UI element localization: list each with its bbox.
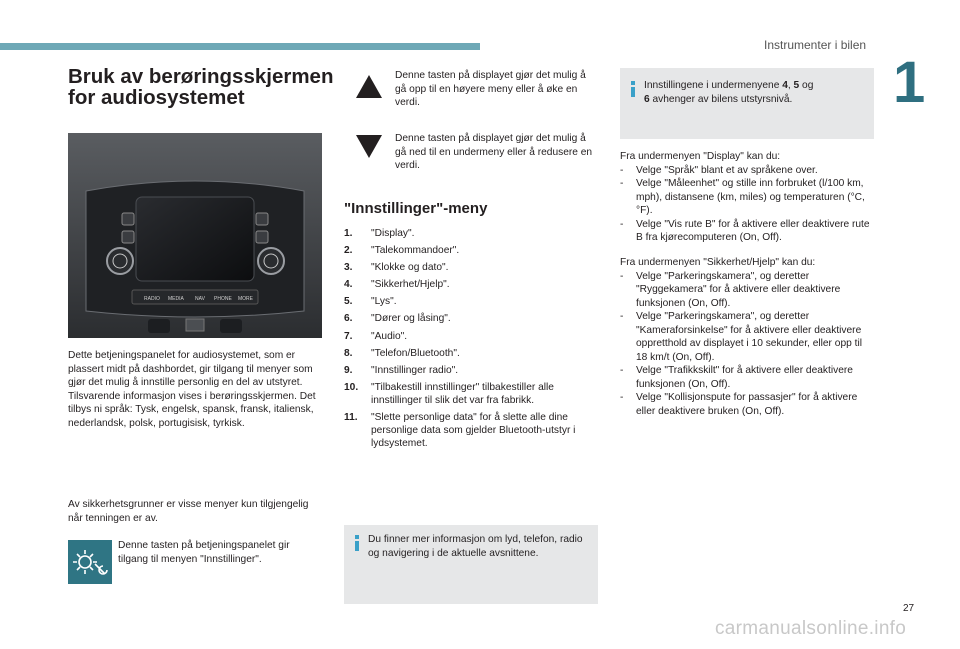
list-dash: - <box>620 218 624 230</box>
option-text: Velge "Måleenhet" og stille inn forbruket (l/100 km, mph), distansene (km, miles) og temperaturen (°C, °F). <box>636 178 865 216</box>
option-text: Velge "Språk" blant et av språkene over. <box>636 164 818 176</box>
menu-list-item <box>344 381 596 407</box>
up-key-description: Denne tasten på displayet gjør det mulig å gå opp til en høyere meny eller å øke en verdi. <box>395 70 586 108</box>
menu-list-item <box>344 295 596 308</box>
media-key-label: MEDIA <box>168 296 184 302</box>
radio-key-label: RADIO <box>144 296 160 302</box>
menu-item-number: 6. <box>344 313 353 325</box>
menu-item-number: 8. <box>344 347 353 359</box>
menu-item-text: "Dører og låsing". <box>371 313 451 325</box>
menu-list-item <box>344 411 596 450</box>
option-text: Velge "Trafikkskilt" for å aktivere eller deaktivere funksjonen (On, Off). <box>636 365 853 390</box>
menu-list-item <box>344 312 596 325</box>
menu-item-number: 2. <box>344 245 353 257</box>
menu-item-text: "Slette personlige data" for å slette alle dine personlige data som gjelder Bluetooth-utstyr i lydsystemet. <box>371 411 576 449</box>
menu-item-text: "Klokke og dato". <box>371 262 449 274</box>
menu-item-text: "Audio". <box>371 330 408 342</box>
menu-item-text: "Telefon/Bluetooth". <box>371 347 460 359</box>
menu-item-text: "Talekommandoer". <box>371 245 460 257</box>
menu-item-number: 10. <box>344 381 359 393</box>
info-icon <box>352 535 362 551</box>
menu-list-item <box>344 278 596 291</box>
list-dash: - <box>620 270 624 282</box>
menu-item-number: 11. <box>344 411 358 423</box>
safety-intro: Fra undermenyen "Sikkerhet/Hjelp" kan du: <box>620 257 816 268</box>
option-text: Velge "Parkeringskamera", og deretter "Kameraforsinkelse" for å aktivere eller deaktivere oppretthold av displayet i 10 sekunder, eller opp til 18 km/t (On, Off). <box>636 311 862 363</box>
option-text: Velge "Parkeringskamera", og deretter "Ryggekamera" for å aktivere eller deaktivere funksjonen (On, Off). <box>636 270 841 309</box>
safety-options-list <box>620 270 875 419</box>
display-intro: Fra undermenyen "Display" kan du: <box>620 151 781 162</box>
option-list-item <box>620 270 875 311</box>
phone-key-label: PHONE <box>214 296 232 302</box>
menu-list-item <box>344 364 596 377</box>
info-box-right <box>620 68 874 139</box>
settings-key-description: Denne tasten på betjeningspanelet gir tilgang til menyen "Innstillinger". <box>118 540 290 565</box>
intro-text <box>68 349 322 430</box>
safety-note: Av sikkerhetsgrunner er visse menyer kun tilgjengelig når tenningen er av. <box>68 499 309 524</box>
header-accent-bar <box>0 43 480 50</box>
option-text: Velge "Kollisjonspute for passasjer" for å aktivere eller deaktivere bruken (On, Off). <box>636 392 858 417</box>
menu-item-number: 4. <box>344 279 353 291</box>
more-key-label: MORE <box>238 296 253 302</box>
menu-item-text: "Tilbakestill innstillinger" tilbakestiller alle innstillinger til slik det var fra fabrikk. <box>371 381 554 406</box>
menu-item-text: "Sikkerhet/Hjelp". <box>371 279 450 291</box>
menu-item-text: "Display". <box>371 228 415 239</box>
menu-item-number: 1. <box>344 228 353 239</box>
option-list-item <box>620 177 875 218</box>
menu-item-text: "Innstillinger radio". <box>371 364 459 376</box>
arrow-up-icon <box>356 75 382 98</box>
settings-menu-list <box>344 227 596 454</box>
list-dash: - <box>620 164 624 176</box>
section-title: Instrumenter i bilen <box>764 38 867 52</box>
info-text-middle: Du finner mer informasjon om lyd, telefon, radio og navigering i de aktuelle avsnittene. <box>368 534 583 559</box>
intro-paragraph-2: Tilsvarende informasjon vises i berøringsskjermen. Det tilbys ni språk: Tysk, engelsk, spansk, fransk, italiensk, nederlandsk, polsk, portugisisk, tyrkisk. <box>68 390 316 429</box>
display-submenu-section <box>620 150 875 245</box>
menu-list-item <box>344 330 596 343</box>
menu-item-text: "Lys". <box>371 296 397 308</box>
option-text: Velge "Vis rute B" for å aktivere eller deaktivere rute B fra kjørecomputeren (On, Off). <box>636 218 870 243</box>
display-options-list <box>620 164 875 245</box>
menu-item-number: 7. <box>344 330 353 342</box>
settings-key-icon <box>68 540 112 584</box>
option-list-item <box>620 391 875 418</box>
menu-list-item <box>344 227 596 240</box>
title-line-2: for audiosystemet <box>68 86 245 109</box>
nav-key-label: NAV <box>195 296 205 302</box>
list-dash: - <box>620 178 624 189</box>
chapter-number: 1 <box>893 50 926 115</box>
menu-item-number: 5. <box>344 296 353 308</box>
menu-list-item <box>344 244 596 257</box>
menu-list-item <box>344 347 596 360</box>
menu-item-number: 3. <box>344 262 353 274</box>
title-line-1: Bruk av berøringsskjermen <box>68 65 334 88</box>
audio-panel-photo <box>68 133 322 338</box>
settings-menu-heading: "Innstillinger"-meny <box>344 200 488 217</box>
arrow-down-icon <box>356 135 382 158</box>
list-dash: - <box>620 365 624 376</box>
info-box-middle <box>344 525 598 604</box>
intro-paragraph-1: Dette betjeningspanelet for audiosystemet, som er plassert midt på dashbordet, gir tilgang til menyer som gjør det mulig å innstille personlig en del av utstyret. <box>68 350 313 388</box>
option-list-item <box>620 310 875 364</box>
down-key-description: Denne tasten på displayet gjør det mulig å gå ned til en undermeny eller å redusere en verdi. <box>395 133 593 171</box>
watermark: carmanualsonline.info <box>715 618 907 639</box>
page-number: 27 <box>903 603 915 614</box>
page-title <box>68 66 333 108</box>
list-dash: - <box>620 392 624 403</box>
info-icon <box>628 81 638 97</box>
list-dash: - <box>620 311 624 322</box>
audio-panel-illustration <box>68 133 322 338</box>
option-list-item <box>620 218 875 245</box>
menu-list-item <box>344 261 596 274</box>
info-text-right: Innstillingene i undermenyene 4, 5 og 6 avhenger av bilens utstyrsnivå. <box>644 80 814 105</box>
option-list-item <box>620 164 875 178</box>
option-list-item <box>620 364 875 391</box>
menu-item-number: 9. <box>344 364 353 376</box>
safety-submenu-section <box>620 256 875 418</box>
